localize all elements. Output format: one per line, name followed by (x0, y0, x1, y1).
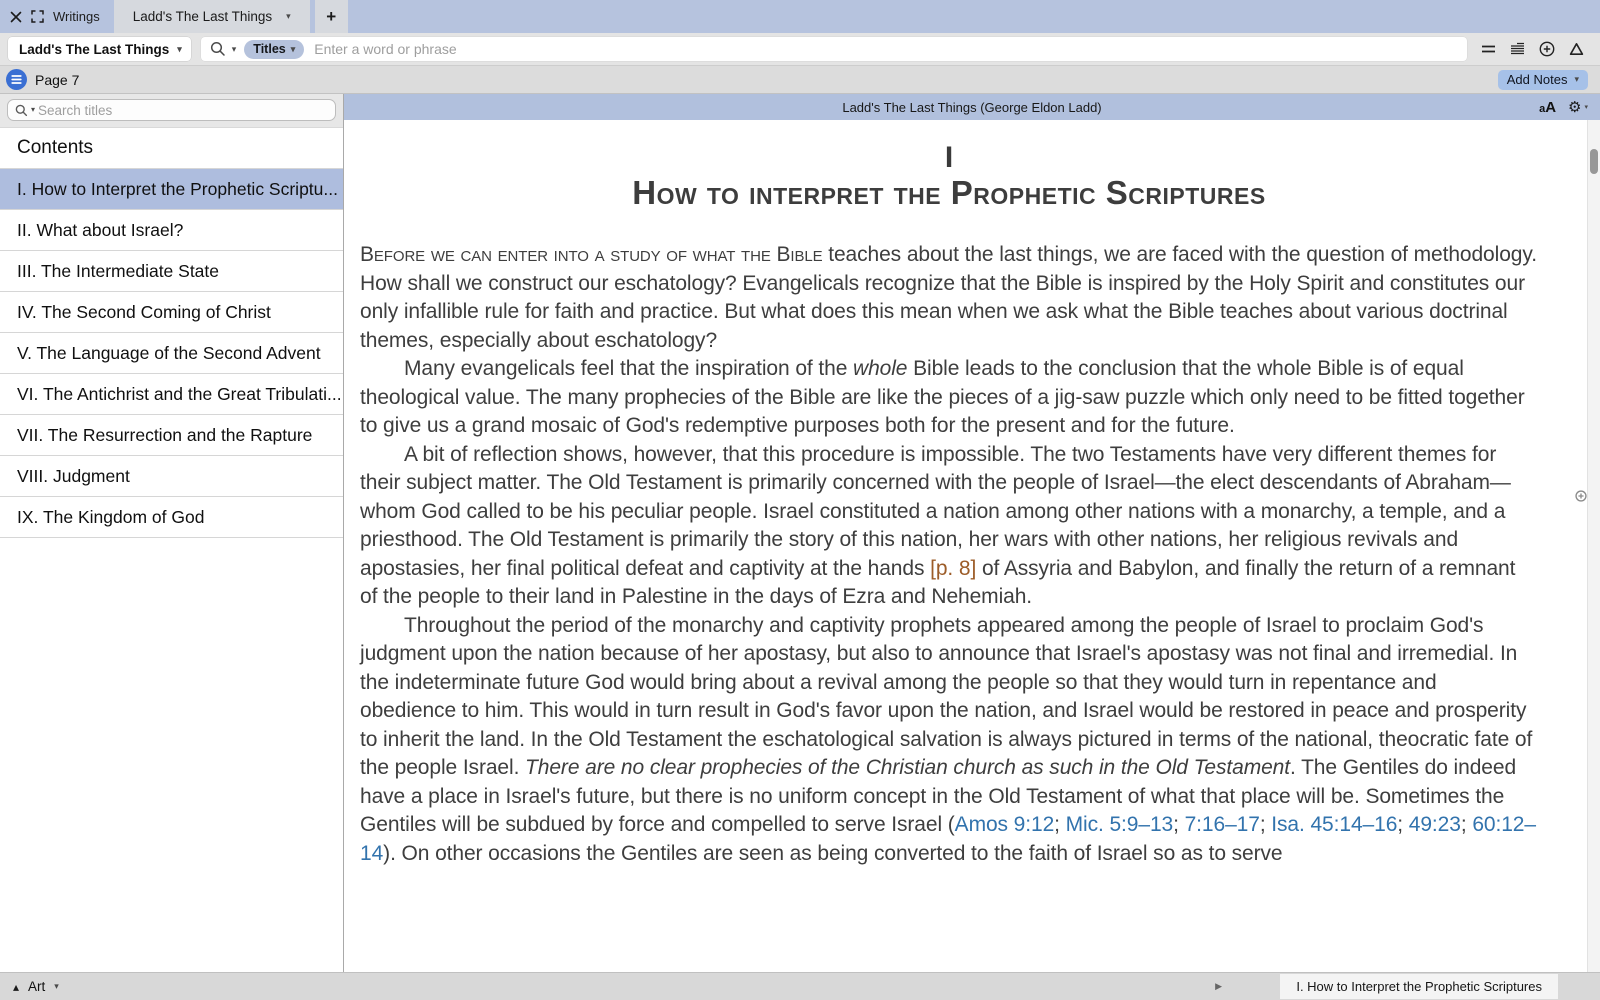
chevron-down-icon: ▾ (54, 981, 59, 991)
smallcaps-lead: Before we can enter into a study of what the Bible (360, 243, 829, 266)
scripture-link[interactable]: Mic. 5:9–13 (1065, 813, 1174, 836)
toc-item-2[interactable]: II. What about Israel? (0, 210, 343, 251)
art-selector[interactable] (13, 979, 59, 994)
search-toolbar (0, 33, 1600, 66)
reading-pane-header (344, 94, 1600, 120)
title-search-box[interactable] (7, 99, 336, 121)
plus-circle-icon[interactable] (1539, 41, 1555, 57)
recycle-triangle-icon[interactable] (1569, 42, 1584, 56)
chevron-down-icon: ▾ (1574, 74, 1579, 84)
search-icon[interactable] (210, 41, 226, 57)
workspace-controls (0, 0, 112, 33)
contents-sidebar (0, 94, 344, 972)
text-segment: A bit of reflection shows, however, that this procedure is impossible. The two Testaments have very different themes for their subject matter. The Old Testament is primarily concerned with the people of Israel—the elect descendants of Abraham—whom God called to be his peculiar people. Israel constituted a nation among other nations with a monarchy, a temple, and a priesthood. The Old Testament is primarily the story of this nation, her wars with other nations, her religious revivals and apostasies, her final political defeat and captivity at the hands (360, 442, 1511, 580)
toc-item-4[interactable]: IV. The Second Coming of Christ (0, 292, 343, 333)
text-segment: Throughout the period of the monarchy and captivity prophets appeared among the people of Israel to proclaim God's judgment upon the nation because of her apostasy, but also to announce that Israel's apostasy was not final and irremedial. In the indeterminate future God would bring about a revival among the people so that they would turn in repentance and obedience to him. This would in turn result in God's favor upon the nation, and Israel would be restored in peace and prosperity to inherit the land. In the Old Testament the eschatological salvation is always pictured in terms of the national, theocratic fate of the people Israel. (360, 613, 1533, 779)
tab-book[interactable] (114, 0, 310, 33)
search-scope-pill[interactable] (244, 40, 304, 59)
search-icon (15, 104, 28, 117)
toc-item-3[interactable]: III. The Intermediate State (0, 251, 343, 292)
text-segment: of Assyria and Babylon, and finally the return of a remnant of the people to their land in Palestine in the days of Ezra and Nehemiah. (360, 556, 1516, 608)
workspace-label: Writings (53, 9, 100, 24)
scripture-link[interactable]: Isa. 45:14–16 (1271, 813, 1398, 836)
text-segment: ; (1173, 813, 1185, 836)
page-indicator[interactable]: Page 7 (35, 71, 80, 88)
italic-segment: whole (853, 357, 908, 380)
chevron-down-icon: ▾ (177, 43, 182, 54)
vertical-scrollbar[interactable] (1587, 120, 1600, 972)
parallel-lines-icon[interactable] (1481, 44, 1496, 54)
page-ref: [p. 8] (930, 556, 977, 580)
close-icon[interactable] (10, 11, 22, 23)
toc-item-contents[interactable]: Contents (0, 128, 343, 169)
text-segment: ; (1460, 813, 1473, 836)
scripture-link[interactable]: 49:23 (1408, 813, 1461, 836)
book-selector-button[interactable] (8, 37, 191, 61)
toc-item-9[interactable]: IX. The Kingdom of God (0, 497, 343, 538)
text-segment: ). On other occasions the Gentiles are seen as being converted to the faith of Israel so as to serve (383, 841, 1283, 865)
text-outline-icon[interactable] (1510, 42, 1525, 56)
paragraph (360, 355, 1538, 441)
add-notes-button[interactable] (1498, 70, 1588, 90)
add-note-anchor-icon[interactable] (1575, 490, 1587, 502)
book-title: Ladd's The Last Things (George Eldon Ladd) (842, 99, 1102, 115)
settings-control[interactable] (1568, 98, 1588, 116)
pane-header-icons (1539, 94, 1588, 120)
expand-icon[interactable] (31, 10, 44, 23)
tab-label: Ladd's The Last Things (132, 9, 273, 24)
toc-item-6[interactable]: VI. The Antichrist and the Great Tribulati... (0, 374, 343, 415)
chevron-down-icon[interactable]: ▾ (31, 105, 36, 114)
chevron-down-icon: ▾ (290, 43, 296, 54)
text-segment: Many evangelicals feel that the inspiration of the (404, 357, 854, 380)
text-segment: teaches about the last things, we are faced with the question of methodology. How shall we construct our eschatology? Evangelicals recognize that the Bible is inspired by the Holy Spirit and constitutes our only infallible rule for faith and practice. But what does this mean when we ask what the Bible teaches about various doctrinal themes, especially about eschatology? (360, 243, 1537, 352)
reading-pane (344, 94, 1600, 972)
status-bar (0, 972, 1600, 1000)
main-area (0, 94, 1600, 972)
text-segment: Bible leads to the conclusion that the whole Bible is of equal theological value. The many prophecies of the Bible are like the pieces of a jig-saw puzzle which only need to be fitted together to give us a grand mosaic of God's redemptive purposes both for the present and for the future. (360, 357, 1525, 437)
tab-bar (0, 0, 1600, 33)
location-list-icon[interactable] (6, 69, 27, 90)
add-notes-label: Add Notes (1506, 72, 1568, 87)
book-selector-label: Ladd's The Last Things (19, 41, 170, 57)
search-input[interactable] (314, 41, 1458, 57)
scripture-link[interactable]: 7:16–17 (1184, 813, 1260, 836)
triangle-up-icon: ▴ (13, 979, 20, 994)
chapter-number: I (944, 141, 954, 174)
plus-icon: + (326, 6, 337, 26)
text-segment: ; (1397, 813, 1409, 836)
font-size-icon[interactable]: aA (1539, 98, 1557, 116)
sidebar-search-strip (0, 94, 343, 128)
toc-item-8[interactable]: VIII. Judgment (0, 456, 343, 497)
italic-segment: There are no clear prophecies of the Christian church as such in the Old Testament (525, 756, 1290, 779)
paragraph (360, 612, 1538, 869)
search-field[interactable] (201, 37, 1467, 61)
scripture-link[interactable]: Amos 9:12 (954, 813, 1055, 836)
text-segment: ; (1259, 813, 1272, 836)
toolbar-icons (1467, 41, 1592, 57)
scripture-link[interactable]: 60:12–14 (360, 813, 1536, 865)
new-tab-button[interactable] (315, 0, 348, 33)
text-segment: ; (1054, 813, 1066, 836)
scrollbar-thumb[interactable] (1590, 149, 1598, 174)
navigation-bar (0, 66, 1600, 94)
text-segment: . The Gentiles do indeed have a place in Israel's future, but there is no uniform concept in the Old Testament of what that place will be. Sometimes the Gentiles will be subdued by force and compelled to serve Israel ( (360, 756, 1517, 836)
book-text (344, 120, 1600, 972)
toc-item-1[interactable]: I. How to Interpret the Prophetic Scriptu... (0, 169, 343, 210)
scope-label: Titles (253, 42, 286, 56)
arrow-right-icon[interactable]: ▶ (1215, 981, 1222, 991)
art-label: Art (28, 979, 46, 994)
chevron-down-icon[interactable]: ▾ (231, 43, 237, 54)
title-search-input[interactable] (38, 103, 328, 118)
paragraph (360, 441, 1538, 612)
chapter-title: How to interpret the Prophetic Scriptures (632, 173, 1266, 211)
toc-item-5[interactable]: V. The Language of the Second Advent (0, 333, 343, 374)
chevron-down-icon: ▾ (1584, 103, 1588, 111)
paragraph (360, 241, 1538, 355)
toc-item-7[interactable]: VII. The Resurrection and the Rapture (0, 415, 343, 456)
current-location-label: I. How to Interpret the Prophetic Scriptures (1296, 979, 1542, 994)
current-location-box[interactable] (1280, 974, 1558, 999)
gear-icon: ⚙ (1568, 99, 1582, 116)
chevron-down-icon[interactable]: ▾ (286, 11, 291, 21)
